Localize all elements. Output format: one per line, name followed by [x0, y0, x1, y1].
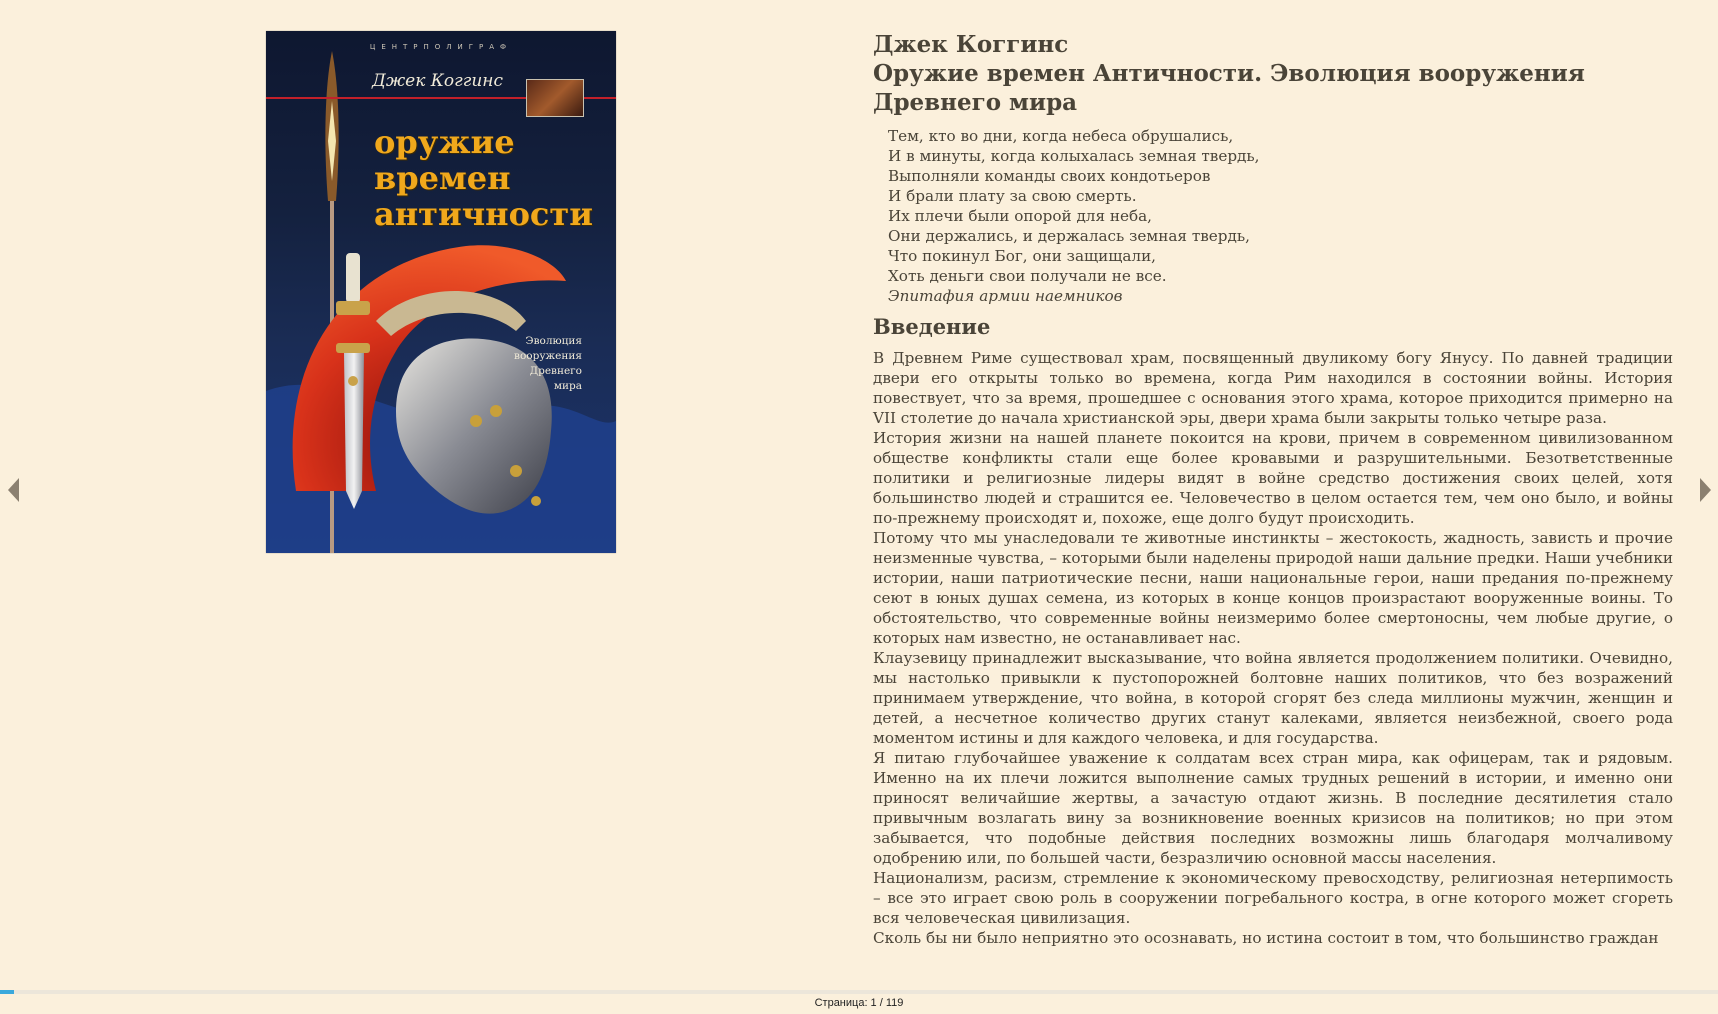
- cover-publisher: ЦЕНТРПОЛИГРАФ: [369, 43, 513, 51]
- cover-subtitle: Эволюция вооружения Древнего мира: [514, 335, 582, 392]
- epigraph-line: И брали плату за свою смерть.: [888, 187, 1137, 205]
- book-author: Джек Коггинс: [873, 31, 1069, 58]
- epigraph-signature: Эпитафия армии наемников: [888, 287, 1123, 305]
- book-title: Оружие времен Античности. Эволюция вооружения Древнего мира: [873, 60, 1585, 116]
- epigraph-line: Они держались, и держалась земная твердь,: [888, 227, 1250, 245]
- book-cover: [266, 31, 616, 553]
- section-heading: Введение: [873, 314, 991, 339]
- cover-author: Джек Коггинс: [372, 71, 504, 91]
- reading-progress-bar[interactable]: [0, 990, 1718, 994]
- epigraph-line: И в минуты, когда колыхалась земная твердь,: [888, 147, 1260, 165]
- cover-title: оружие времен античности: [374, 123, 593, 233]
- page-indicator: Страница: 1 / 119: [814, 997, 904, 1009]
- cover-thumbnail: [526, 79, 584, 117]
- book-text-column: [873, 30, 1673, 948]
- previous-page-button[interactable]: [8, 478, 19, 502]
- epigraph-line: Тем, кто во дни, когда небеса обрушались,: [888, 127, 1234, 145]
- paragraph: Клаузевицу принадлежит высказывание, что война является продолжением политики. Очевидно, мы настолько привыкли к пустопорожней болтовне наших политиков, что без возражений принимаем утверждение, что война, в которой сгорят без следа миллионы мужчин, женщин и детей, а несчетное количество других станут калеками, является неизбежной, своего рода моментом истины и для каждого человека, и для государства.: [873, 649, 1673, 747]
- paragraph: История жизни на нашей планете покоится на крови, причем в современном цивилизованном обществе конфликты стали еще более кровавыми и разрушительными. Безответственные политики и религиозные лидеры видят в войне средство достижения своих целей, хотя большинство людей и страшится ее. Человечество в целом остается тем, чем оно было, и войны по-прежнему происходят и, похоже, еще долго будут происходить.: [873, 429, 1673, 527]
- epigraph-line: Хоть деньги свои получали не все.: [888, 267, 1167, 285]
- epigraph-line: Их плечи были опорой для неба,: [888, 207, 1152, 225]
- paragraph: Национализм, расизм, стремление к экономическому превосходству, религиозная нетерпимость – все это играет свою роль в сооружении погребального костра, в огне которого может сгореть вся человеческая цивилизация.: [873, 869, 1673, 927]
- paragraph: Сколь бы ни было неприятно это осознавать, но истина состоит в том, что большинство граждан: [873, 929, 1659, 947]
- epigraph: [873, 126, 1673, 306]
- reading-progress-fill: [0, 990, 14, 994]
- paragraph: Я питаю глубочайшее уважение к солдатам всех стран мира, как офицерам, так и рядовым. Именно на их плечи ложится выполнение самых трудных решений в истории, и именно они приносят величайшие жертвы, а зачастую отдают жизнь. В последние десятилетия стало привычным возлагать вину за возникновение военных кризисов на политиков; но при этом забывается, что подобные действия последних возможны лишь благодаря молчаливому одобрению или, по большей части, безразличию основной массы населения.: [873, 749, 1673, 867]
- body-text: [873, 348, 1673, 948]
- epigraph-line: Выполняли команды своих кондотьеров: [888, 167, 1211, 185]
- paragraph: Потому что мы унаследовали те животные инстинкты – жестокость, жадность, зависть и прочие неизменные чувства, – которыми были наделены природой наши дальние предки. Наши учебники истории, наши патриотические песни, наши национальные герои, наши предания по-прежнему сеют в юных душах семена, из которых в конце концов произрастают вооруженные воины. То обстоятельство, что современные войны неизмеримо более смертоносны, чем любые другие, о которых нам известно, не останавливает нас.: [873, 529, 1673, 647]
- paragraph: В Древнем Риме существовал храм, посвященный двуликому богу Янусу. По давней традиции двери его открыты только во времена, когда Рим находился в состоянии войны. История повествует, что за время, прошедшее с основания этого храма, которое приходится примерно на VII столетие до начала христианской эры, двери храма были закрыты только четыре раза.: [873, 349, 1673, 427]
- epigraph-line: Что покинул Бог, они защищали,: [888, 247, 1157, 265]
- next-page-button[interactable]: [1700, 478, 1711, 502]
